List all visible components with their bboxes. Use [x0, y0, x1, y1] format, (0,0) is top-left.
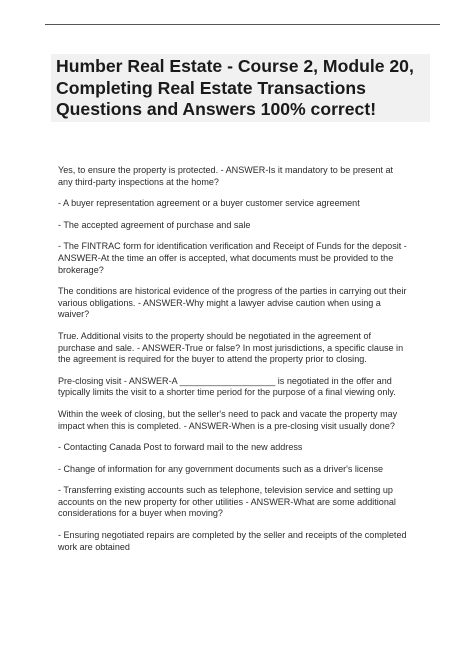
- paragraph-2: - A buyer representation agreement or a buyer customer service agreement: [58, 198, 360, 209]
- document-title: Humber Real Estate - Course 2, Module 20, Completing Real Estate Transactions Questions and Answers 100% correct!: [56, 56, 414, 119]
- paragraph-10: - Change of information for any government documents such as a driver's license: [58, 463, 384, 474]
- document-body: [58, 165, 430, 563]
- top-divider: [45, 24, 440, 25]
- paragraph-5: The conditions are historical evidence of the progress of the parties in carrying out their various obligations. - ANSWER-Why might a lawyer advise caution when using a waiver?: [58, 286, 407, 320]
- paragraph-7: Pre-closing visit - ANSWER-A ___________________ is negotiated in the offer and typically limits the visit to a shorter time period for the purpose of a final viewing only.: [58, 375, 396, 398]
- paragraph-12: - Ensuring negotiated repairs are completed by the seller and receipts of the completed work are obtained: [58, 530, 407, 552]
- paragraph-8: Within the week of closing, but the seller's need to pack and vacate the property may impact when this is completed. - ANSWER-When is a pre-closing visit usually done?: [58, 408, 398, 431]
- paragraph-1: Yes, to ensure the property is protected. - ANSWER-Is it mandatory to be present at any third-party inspections at the home?: [58, 165, 394, 187]
- paragraph-4: - The FINTRAC form for identification verification and Receipt of Funds for the deposit - ANSWER-At the time an offer is accepted, what documents must be provided to the brokerage?: [58, 241, 407, 275]
- paragraph-3: - The accepted agreement of purchase and sale: [58, 219, 251, 230]
- paragraph-9: - Contacting Canada Post to forward mail to the new address: [58, 442, 303, 453]
- paragraph-11: - Transferring existing accounts such as telephone, television service and setting up accounts on the new property for other utilities - ANSWER-What are some additional considerations for a buyer when moving?: [58, 485, 396, 519]
- paragraph-6: True. Additional visits to the property should be negotiated in the agreement of purchase and sale. - ANSWER-True or false? In most jurisdictions, a specific clause in the agreement is required for the buyer to attend the property prior to closing.: [58, 330, 404, 365]
